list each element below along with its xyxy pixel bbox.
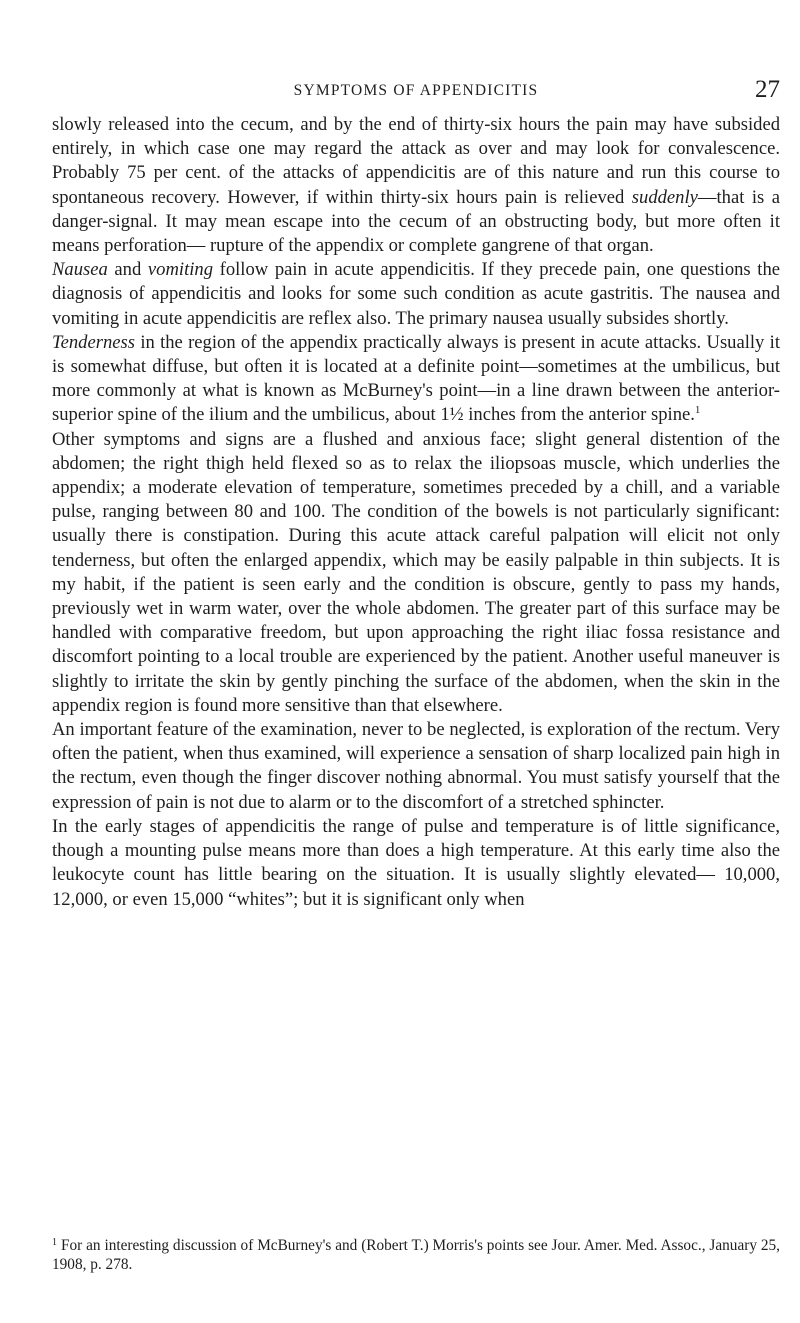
paragraph-text: and bbox=[114, 259, 142, 281]
paragraph-text: in the region of the appendix practically always is present in acute attacks. Usually it is somewhat diffuse, but often it is located at a definite point—sometimes at the umbilicus, but more commonly at what is known as McBurney's point—in a line drawn between the anterior-superior spine of the ilium and the umbilicus, about 1½ inches from the anterior spine. bbox=[52, 331, 780, 426]
paragraph-text: —that is a danger-signal. It may mean escape into the cecum of an obstructing body, but more often it means perforation— rupture of the appendix or complete gangrene of that organ. bbox=[52, 186, 780, 257]
page-number: 27 bbox=[755, 76, 780, 103]
paragraph bbox=[52, 113, 780, 258]
emphasis: Tenderness bbox=[52, 331, 135, 353]
paragraph bbox=[52, 428, 780, 718]
body-text bbox=[52, 113, 780, 912]
paragraph bbox=[52, 331, 780, 428]
paragraph bbox=[52, 815, 780, 912]
paragraph-text: An important feature of the examination, never to be neglected, is exploration of the rectum. Very often the patient, when thus examined, will experience a sensation of sharp localized pain high in the rectum, even though the finger discover nothing abnormal. You must satisfy yourself that the expression of pain is not due to alarm or to the discomfort of a stretched sphincter. bbox=[52, 719, 780, 813]
paragraph bbox=[52, 718, 780, 815]
paragraph-text: slowly released into the cecum, and by the end of thirty-six hours the pain may have subsided entirely, in which case one may regard the attack as over and may look for convalescence. Probably 75 per cent. of the attacks of appendicitis are of this nature and run this course to spontaneous recovery. However, if within thirty-six hours pain is relieved bbox=[52, 114, 780, 208]
emphasis: vomiting bbox=[147, 259, 213, 281]
footnote bbox=[52, 1236, 780, 1274]
page-header bbox=[52, 76, 780, 106]
footnote-reference[interactable]: 1 bbox=[694, 404, 701, 417]
emphasis: Nausea bbox=[52, 259, 108, 281]
paragraph bbox=[52, 258, 780, 331]
paragraph-text: Other symptoms and signs are a flushed and anxious face; slight general distention of the abdomen; the right thigh held flexed so as to relax the iliopsoas muscle, which underlies the appendix; a moderate elevation of temperature, sometimes preceded by a chill, and a variable pulse, ranging between 80 and 100. The condition of the bowels is not particularly significant: usually there is constipation. During this acute attack careful palpation will elicit not only tenderness, but often the enlarged appendix, which may be easily palpable in thin subjects. It is my habit, if the patient is seen early and the condition is obscure, gently to pass my hands, previously wet in warm water, over the whole abdomen. The greater part of this surface may be handled with comparative freedom, but upon approaching the right iliac fossa resistance and discomfort pointing to a local trouble are experienced by the patient. Another useful maneuver is slightly to irritate the skin by gently pinching the surface of the abdomen, when the skin in the appendix region is found more sensitive than that elsewhere. bbox=[52, 428, 780, 716]
paragraph-text: follow pain in acute appendicitis. If they precede pain, one questions the diagnosis of appendicitis and looks for some such condition as acute gastritis. The nausea and vomiting in acute appendicitis are reflex also. The primary nausea usually subsides shortly. bbox=[52, 259, 780, 329]
footnote-mark: 1 bbox=[52, 1237, 57, 1248]
emphasis: suddenly bbox=[631, 186, 698, 208]
footnote-text: For an interesting discussion of McBurney's and (Robert T.) Morris's points see Jour. Amer. Med. Assoc., January 25, 1908, p. 278. bbox=[52, 1237, 780, 1273]
running-head: SYMPTOMS OF APPENDICITIS bbox=[293, 82, 539, 99]
paragraph-text: In the early stages of appendicitis the range of pulse and temperature is of little significance, though a mounting pulse means more than does a high temperature. At this early time also the leukocyte count has little bearing on the situation. It is usually slightly elevated— 10,000, 12,000, or even 15,000 “whites”; but it is significant only when bbox=[52, 815, 780, 910]
